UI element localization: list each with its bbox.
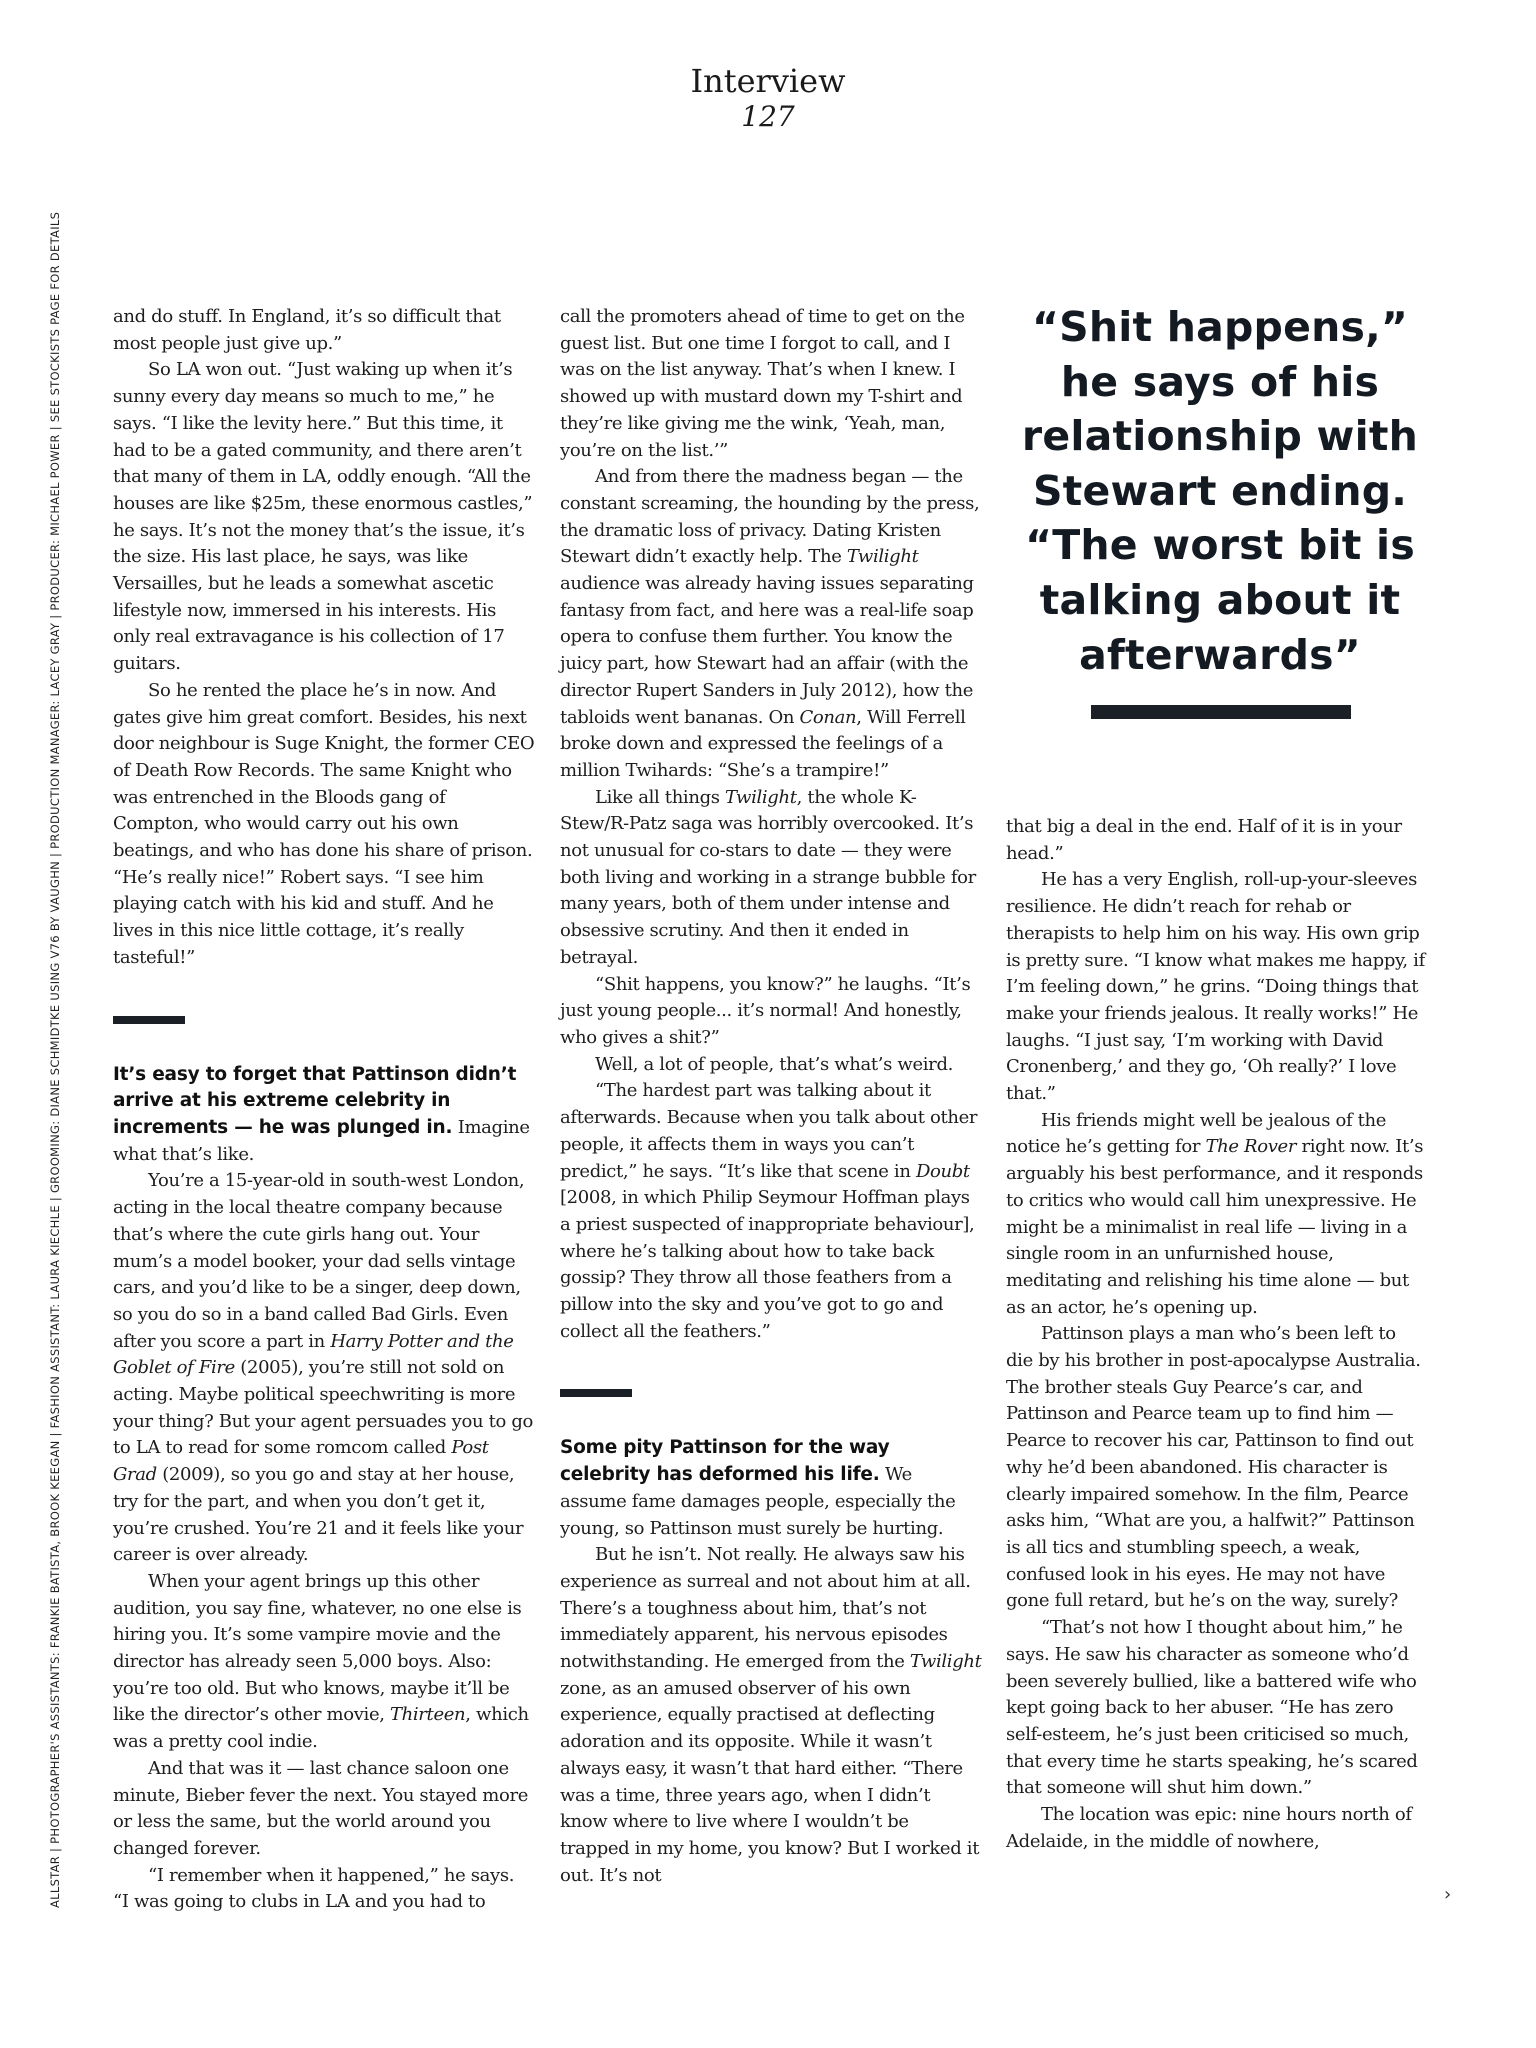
paragraph xyxy=(560,785,982,972)
section-title: Interview xyxy=(690,62,846,100)
paragraph: The location was epic: nine hours north of Adelaide, in the middle of nowhere, xyxy=(1006,1804,1412,1852)
section-lead: It’s easy to forget that Pattinson didn’t arrive at his extreme celebrity in increments — he was plunged in. xyxy=(113,1063,517,1138)
column-3 xyxy=(1006,814,1426,1855)
paragraph-text: zone, as an amused observer of his own experience, equally practised at deflecting adoration and its opposite. While it wasn’t always easy, it wasn’t that hard either. “There was a time, three years ago, when I didn’t know where to live where I wouldn’t be trapped in my home, you know? But I worked it out. It’s not xyxy=(560,1677,980,1886)
paragraph-text: , Will Ferrell broke down and expressed the feelings of a million Twihards: “She’s a trampire!” xyxy=(560,706,966,781)
film-title: Doubt xyxy=(915,1160,970,1182)
column-1 xyxy=(113,304,535,1916)
section-lead-paragraph xyxy=(113,1062,535,1169)
paragraph xyxy=(113,1168,535,1569)
paragraph-text: right now. It’s arguably his best performance, and it responds to critics who would call him unexpressive. He might be a minimalist in real life — living in a single room in an unfurnished house, meditating and relishing his time alone — but as an actor, he’s opening up. xyxy=(1006,1136,1424,1318)
paragraph-text: His friends might well be jealous of the notice he’s getting for xyxy=(1006,1109,1387,1158)
paragraph: “I remember when it happened,” he says. “I was going to clubs in LA and you had to xyxy=(113,1864,515,1913)
paragraph-text: , which was a pretty cool indie. xyxy=(113,1704,529,1753)
paragraph: “Shit happens, you know?” he laughs. “It’s just young people... it’s normal! And honestly, who gives a shit?” xyxy=(560,973,971,1048)
column-2 xyxy=(560,304,982,1889)
paragraph: call the promoters ahead of time to get on the guest list. But one time I forgot to call, and I was on the list anyway. That’s when I knew. I showed up with mustard down my T-shirt and they’re like giving me the wink, ‘Yeah, man, you’re on the list.’” xyxy=(560,306,965,461)
film-title: Twilight xyxy=(846,546,919,568)
paragraph: that big a deal in the end. Half of it is in your head.” xyxy=(1006,816,1402,864)
paragraph: So LA won out. “Just waking up when it’s sunny every day means so much to me,” he says. “I like the levity here.” But this time, it had to be a gated community, and there aren’t that many of them in LA, oddly enough. “All the houses are like $25m, these enormous castles,” he says. It’s not the money that’s the issue, it’s the size. His last place, he says, was like Versailles, but he leads a somewhat ascetic lifestyle now, immersed in his interests. His only real extravagance is his collection of 17 guitars. xyxy=(113,359,533,675)
paragraph-text: And from there the madness began — the constant screaming, the hounding by the press, the dramatic loss of privacy. Dating Kristen Stewart didn’t exactly help. The xyxy=(560,466,980,568)
paragraph: and do stuff. In England, it’s so difficult that most people just give up.” xyxy=(113,306,501,354)
paragraph-text: When your agent brings up this other audition, you say fine, whatever, no one else is hiring you. It’s some vampire movie and the director has already seen 5,000 boys. Also: you’re too old. But who knows, maybe it’ll be like the director’s other movie, xyxy=(113,1570,522,1726)
paragraph-text: (2009), so you go and stay at her house, try for the part, and when you don’t get it, you’re crushed. You’re 21 and it feels like your career is over already. xyxy=(113,1464,524,1566)
paragraph-text: (2005), you’re still not sold on acting. Maybe political speechwriting is more your thing? But your agent persuades you to go to LA to read for some romcom called xyxy=(113,1357,533,1459)
film-title: Twilight xyxy=(725,786,797,808)
film-title: The Rover xyxy=(1205,1136,1297,1158)
paragraph xyxy=(560,1078,982,1345)
paragraph xyxy=(560,464,982,784)
paragraph: So he rented the place he’s in now. And gates give him great comfort. Besides, his next door neighbour is Suge Knight, the former CEO of Death Row Records. The same Knight who was entrenched in the Bloods gang of Compton, who would carry out his own beatings, and who has done his share of prison. “He’s really nice!” Robert says. “I see him playing catch with his kid and stuff. And he lives in this nice little cottage, it’s really tasteful!” xyxy=(113,679,535,968)
paragraph: Pattinson plays a man who’s been left to die by his brother in post-apocalypse Australia. The brother steals Guy Pearce’s car, and Pattinson and Pearce team up to find him — Pearce to recover his car, Pattinson to find out why he’d been abandoned. His character is clearly impaired somehow. In the film, Pearce asks him, “What are you, a halfwit?” Pattinson is all tics and stumbling speech, a weak, confused look in his eyes. He may not have gone full retard, but he’s on the way, surely? xyxy=(1006,1323,1421,1612)
paragraph-text: “The hardest part was talking about it afterwards. Because when you talk about other people, it affects them in ways you can’t predict,” he says. “It’s like that scene in xyxy=(560,1080,978,1182)
show-title: Conan xyxy=(799,706,857,728)
section-divider xyxy=(113,1016,185,1024)
paragraph-text: Like all things xyxy=(595,786,726,808)
paragraph xyxy=(113,1569,535,1756)
pull-quote-rule xyxy=(1091,705,1351,719)
section-lead: Some pity Pattinson for the way celebrity has deformed his life. xyxy=(560,1437,890,1486)
section-divider xyxy=(560,1389,632,1397)
page-header xyxy=(0,62,1536,134)
paragraph-text: But he isn’t. Not really. He always saw his experience as surreal and not about him at all. There’s a toughness about him, that’s not immediately apparent, his nervous episodes notwithstanding. He emerged from the xyxy=(560,1544,971,1673)
paragraph-text: We assume fame damages people, especially the young, so Pattinson must surely be hurting. xyxy=(560,1464,956,1539)
paragraph-text: , the whole K-Stew/R-Patz saga was horribly overcooked. It’s not unusual for co-stars to date — they were both living and working in a strange bubble for many years, both of them under intense and obsessive scrutiny. And then it ended in betrayal. xyxy=(560,786,976,968)
paragraph-text: You’re a 15-year-old in south-west London, acting in the local theatre company because that’s where the cute girls hang out. Your mum’s a model booker, your dad sells vintage cars, and you’d like to be a singer, deep down, so you do so in a band called Bad Girls. Even after you score a part in xyxy=(113,1170,525,1352)
paragraph: And that was it — last chance saloon one minute, Bieber fever the next. You stayed more or less the same, but the world around you changed forever. xyxy=(113,1757,529,1859)
page-number: 127 xyxy=(741,100,795,133)
photo-credits: ALLSTAR | PHOTOGRAPHER'S ASSISTANTS: FRANKIE BATISTA, BROOK KEEGAN | FASHION ASSISTANT: LAURA KIECHLE | GROOMING: DIANE SCHMIDTKE USING V76 BY VAUGHN | PRODUCTION MANAGER: LACEY GRAY | PRODUCER: MICHAEL POWER | SEE STOCKISTS PAGE FOR DETAILS xyxy=(48,211,62,1908)
paragraph xyxy=(1006,1108,1426,1322)
paragraph xyxy=(560,1542,982,1889)
section-lead-paragraph xyxy=(560,1435,982,1542)
film-title: Harry Potter and the Goblet of Fire xyxy=(113,1330,514,1379)
film-title: Thirteen xyxy=(390,1704,466,1726)
paragraph-text: audience was already having issues separating fantasy from fact, and here was a real-life soap opera to confuse them further. You know the juicy part, how Stewart had an affair (with the director Rupert Sanders in July 2012), how the tabloids went bananas. On xyxy=(560,573,974,728)
paragraph: Well, a lot of people, that’s what’s weird. xyxy=(595,1053,953,1075)
paragraph: He has a very English, roll-up-your-sleeves resilience. He didn’t reach for rehab or therapists to help him on his way. His own grip is pretty sure. “I know what makes me happy, if I’m feeling down,” he grins. “Doing things that make your friends jealous. It really works!” He laughs. “I just say, ‘I’m working with David Cronenberg,’ and they go, ‘Oh really?’ I love that.” xyxy=(1006,869,1425,1105)
next-page-arrow-icon[interactable]: › xyxy=(1444,1884,1452,1905)
paragraph-text: [2008, in which Philip Seymour Hoffman plays a priest suspected of inappropriate behaviour], where he’s talking about how to take back gossip? They throw all those feathers from a pillow into the sky and you’ve got to go and collect all the feathers.” xyxy=(560,1187,975,1342)
film-title: Twilight xyxy=(909,1651,982,1673)
paragraph: “That’s not how I thought about him,” he says. He saw his character as someone who’d been severely bullied, like a battered wife who kept going back to her abuser. “He has zero self-esteem, he’s just been criticised so much, that every time he starts speaking, he’s scared that someone will shut him down.” xyxy=(1006,1617,1418,1799)
paragraph-text: Imagine what that’s like. xyxy=(113,1116,530,1165)
pull-quote: “Shit happens,” he says of his relationship with Stewart ending. “The worst bit is talking about it afterwards” xyxy=(1021,303,1419,679)
film-title: Post Grad xyxy=(113,1437,489,1486)
